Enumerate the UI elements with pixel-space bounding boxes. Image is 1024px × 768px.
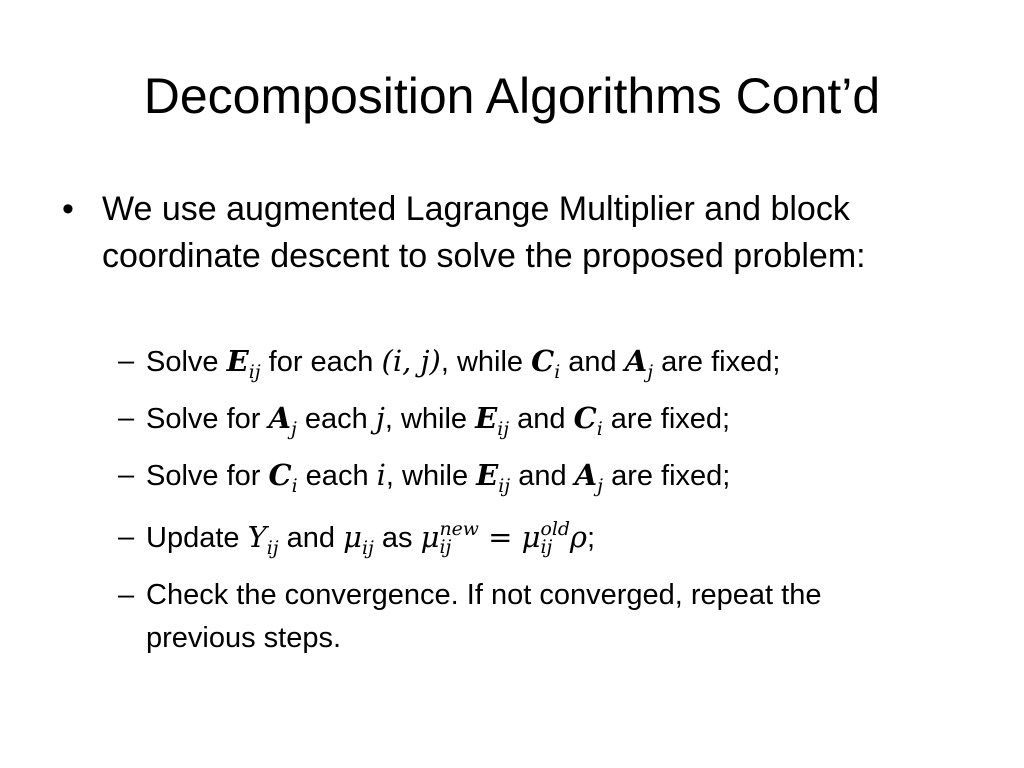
dash: – [118,345,135,377]
sub-bullet-3-text: Solve for $C_i$ each i, while $E_{ij}$ and $A_j$ are fixed; [146,458,731,497]
sub-bullet-1-text: Solve $E_{ij}$ for each (i, j), while $C_i$ and $A_j$ are fixed; [146,344,781,383]
sub-bullet-5-text: Check the convergence. If not converged, repeat the previous steps. [146,579,822,654]
sub-bullet-4-text: Update $Y_{ij}$ and $\mu_{ij}$ as μ new ij = μ old ij ρ; [146,518,596,559]
slide-title: Decomposition Algorithms Cont’d [143,68,881,124]
dash: – [118,402,135,434]
dash: – [118,579,135,611]
dash: – [118,521,135,553]
main-bullet-text: We use augmented Lagrange Multiplier and block coordinate descent to solve the proposed problem: [102,190,866,275]
sub-bullet-2-text: Solve for $A_j$ each j, while $E_{ij}$ and $C_i$ are fixed; [146,401,731,440]
bullet-dot: • [62,190,74,228]
dash: – [118,459,135,491]
